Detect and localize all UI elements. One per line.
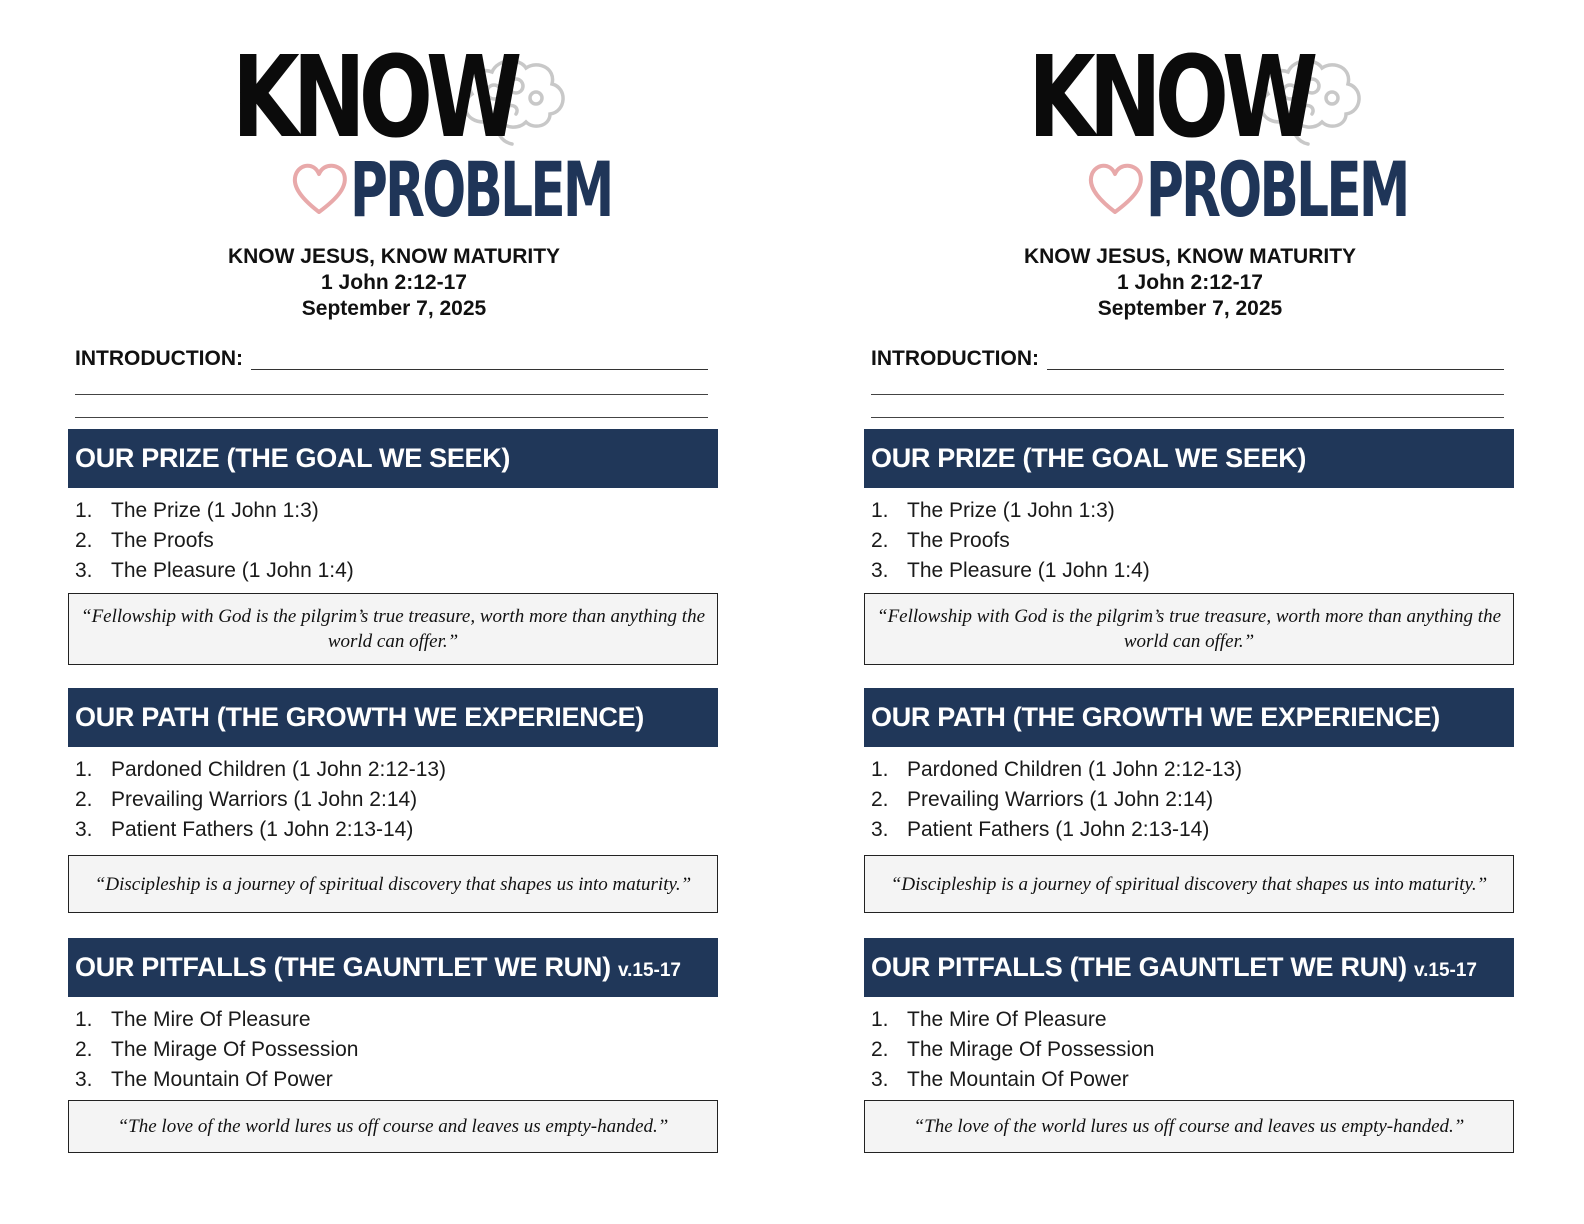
section-heading-verse: v.15-17 [617, 960, 681, 981]
introduction-notes [871, 346, 1504, 418]
section-heading-prize [68, 429, 718, 488]
list-item: 2. The Proofs [75, 529, 214, 552]
bulletin-panel-left [68, 0, 720, 1224]
quote-box-prize [68, 593, 718, 665]
list-item: 3. The Mountain Of Power [75, 1068, 333, 1091]
list-item: 3. Patient Fathers (1 John 2:13-14) [75, 818, 414, 841]
sermon-title: KNOW JESUS, KNOW MATURITY [227, 245, 561, 268]
list-item: 2. Prevailing Warriors (1 John 2:14) [871, 788, 1214, 811]
point-list-prize [871, 496, 1150, 586]
section-heading-prize [864, 429, 1514, 488]
note-line [871, 395, 1504, 418]
section-heading-path [864, 688, 1514, 747]
sermon-passage: 1 John 2:12-17 [1117, 271, 1263, 294]
list-item: 1. The Mire Of Pleasure [871, 1008, 1107, 1031]
quote-box-pitfalls [864, 1100, 1514, 1153]
section-heading-text: OUR PATH (THE GROWTH WE EXPERIENCE) [75, 702, 644, 732]
sermon-title-block [68, 244, 720, 322]
point-list-prize [75, 496, 354, 586]
point-list-pitfalls [75, 1005, 358, 1095]
list-item: 3. The Pleasure (1 John 1:4) [75, 559, 354, 582]
section-heading-text: OUR PRIZE (THE GOAL WE SEEK) [75, 443, 511, 473]
logo-word-know: KNOW [232, 33, 516, 163]
point-list-pitfalls [871, 1005, 1154, 1095]
list-item: 2. Prevailing Warriors (1 John 2:14) [75, 788, 418, 811]
heart-icon [1084, 158, 1146, 218]
section-heading-text: OUR PRIZE (THE GOAL WE SEEK) [871, 443, 1307, 473]
section-heading-path [68, 688, 718, 747]
series-logo [68, 33, 720, 234]
note-line [251, 369, 708, 370]
sermon-date: September 7, 2025 [301, 297, 487, 320]
sermon-title: KNOW JESUS, KNOW MATURITY [1023, 245, 1357, 268]
list-item: 3. Patient Fathers (1 John 2:13-14) [871, 818, 1210, 841]
list-item: 1. Pardoned Children (1 John 2:12-13) [871, 758, 1243, 781]
logo-word-problem: PROBLEM [350, 145, 612, 234]
quote-text: “Fellowship with God is the pilgrim’s true treasure, worth more than anything the world can offer.” [877, 606, 1502, 652]
quote-box-path [864, 855, 1514, 913]
quote-text: “Discipleship is a journey of spiritual discovery that shapes us into maturity.” [94, 873, 692, 895]
quote-text: “The love of the world lures us off course and leaves us empty-handed.” [913, 1116, 1465, 1137]
section-heading-text: OUR PITFALLS (THE GAUNTLET WE RUN) [871, 952, 1407, 982]
section-heading-pitfalls [68, 938, 718, 997]
sermon-title-block [864, 244, 1516, 322]
note-line [871, 372, 1504, 395]
quote-box-path [68, 855, 718, 913]
bulletin-panel-right [864, 0, 1516, 1224]
heart-icon [288, 158, 350, 218]
quote-box-prize [864, 593, 1514, 665]
section-heading-pitfalls [864, 938, 1514, 997]
list-item: 2. The Proofs [871, 529, 1010, 552]
series-logo [864, 33, 1516, 234]
quote-box-pitfalls [68, 1100, 718, 1153]
sermon-passage: 1 John 2:12-17 [321, 271, 467, 294]
point-list-path [871, 755, 1242, 845]
list-item: 2. The Mirage Of Possession [871, 1038, 1155, 1061]
introduction-label: INTRODUCTION: [75, 347, 243, 370]
point-list-path [75, 755, 446, 845]
list-item: 1. The Prize (1 John 1:3) [871, 499, 1115, 522]
sermon-date: September 7, 2025 [1097, 297, 1283, 320]
introduction-notes [75, 346, 708, 418]
list-item: 2. The Mirage Of Possession [75, 1038, 359, 1061]
section-heading-verse: v.15-17 [1413, 960, 1477, 981]
note-line [75, 395, 708, 418]
section-heading-text: OUR PITFALLS (THE GAUNTLET WE RUN) [75, 952, 611, 982]
quote-text: “Fellowship with God is the pilgrim’s true treasure, worth more than anything the world can offer.” [81, 606, 706, 652]
quote-text: “Discipleship is a journey of spiritual discovery that shapes us into maturity.” [890, 873, 1488, 895]
list-item: 1. The Prize (1 John 1:3) [75, 499, 319, 522]
list-item: 3. The Pleasure (1 John 1:4) [871, 559, 1150, 582]
section-heading-text: OUR PATH (THE GROWTH WE EXPERIENCE) [871, 702, 1440, 732]
note-line [75, 372, 708, 395]
list-item: 1. The Mire Of Pleasure [75, 1008, 311, 1031]
list-item: 1. Pardoned Children (1 John 2:12-13) [75, 758, 447, 781]
introduction-label: INTRODUCTION: [871, 347, 1039, 370]
logo-word-know: KNOW [1028, 33, 1312, 163]
note-line [1047, 369, 1504, 370]
quote-text: “The love of the world lures us off course and leaves us empty-handed.” [117, 1116, 669, 1137]
list-item: 3. The Mountain Of Power [871, 1068, 1129, 1091]
logo-word-problem: PROBLEM [1146, 145, 1408, 234]
